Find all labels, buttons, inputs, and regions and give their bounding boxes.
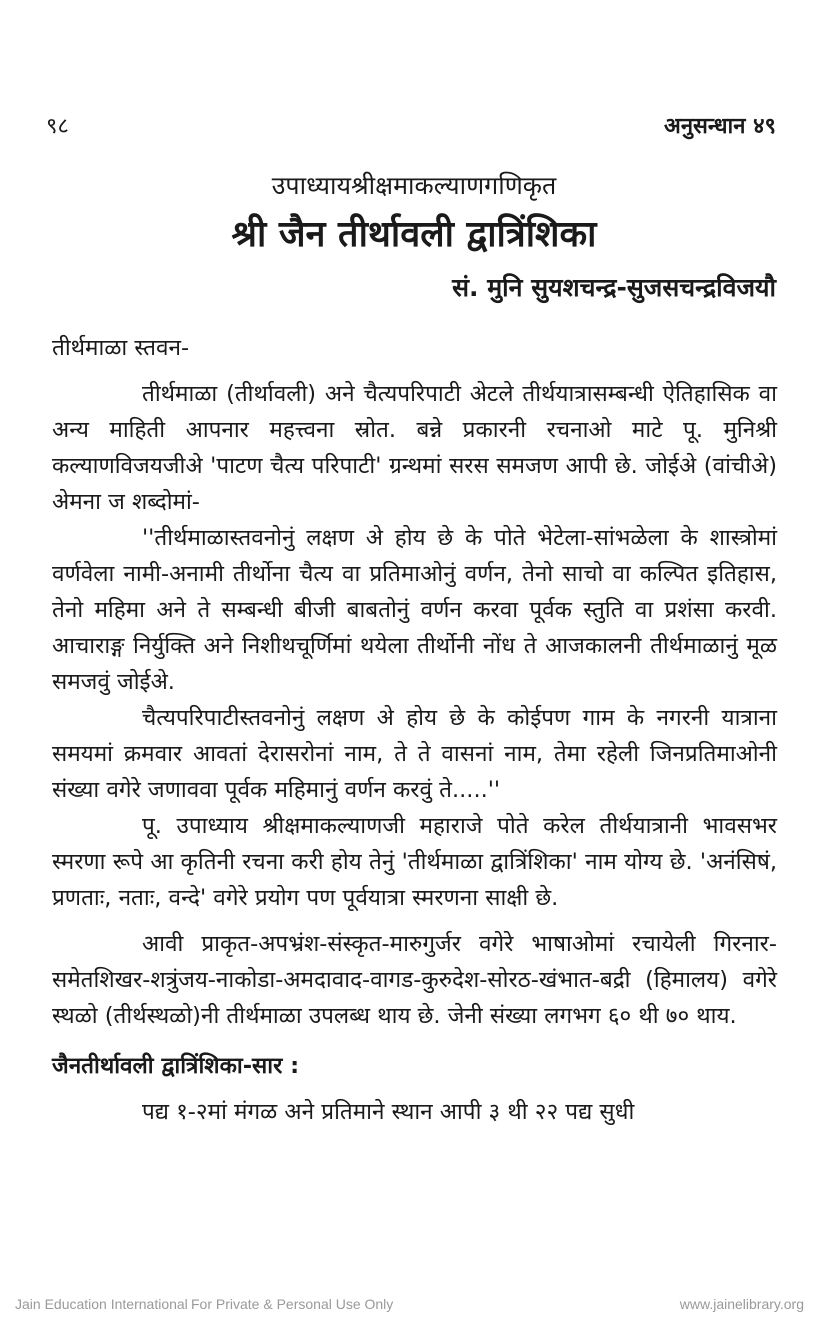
paragraph: आवी प्राकृत-अपभ्रंश-संस्कृत-मारुगुर्जर वगेरे भाषाओमां रचायेली गिरनार-समेतशिखर-शत्रुंजय-नाकोडा-अमदावाद-वागड-कुरुदेश-सोरठ-खंभात-बद्री (हिमालय) वगेरे स्थळो (तीर्थस्थळो)नी तीर्थमाळा उपलब्ध थाय छे. जेनी संख्या लगभग ६० थी ७० थाय. [52,931,777,1029]
footer-publisher: Jain Education International [15,1296,188,1312]
paragraph: पू. उपाध्याय श्रीक्षमाकल्याणजी महाराजे पोते करेल तीर्थयात्रानी भावसभर स्मरणा रूपे आ कृतिनी रचना करी होय तेनुं 'तीर्थमाळा द्वात्रिंशिका' नाम योग्य छे. 'अनंसिषं, प्रणताः, नताः, वन्दे' वगेरे प्रयोग पण पूर्वयात्रा स्मरणना साक्षी छे. [52,813,777,911]
body-text [52,330,777,1130]
quoted-paragraph: ''तीर्थमाळास्तवनोनुं लक्षण अे होय छे के पोते भेटेला-सांभळेला के शास्त्रोमां वर्णवेला नामी-अनामी तीर्थोना चैत्य वा प्रतिमाओनुं वर्णन, तेनो साचो वा कल्पित इतिहास, तेनो महिमा अने ते सम्बन्धी बीजी बाबतोनुं वर्णन करवा पूर्वक स्तुति वा प्रशंसा करवी. आचाराङ्ग निर्युक्ति अने निशीथचूर्णिमां थयेला तीर्थोनी नोंध ते आजकालनी तीर्थमाळानुं मूळ समजवुं जोईअे. [52,525,777,695]
paragraph: तीर्थमाळा (तीर्थावली) अने चैत्यपरिपाटी अेटले तीर्थयात्रासम्बन्धी ऐतिहासिक वा अन्य माहिती आपनार महत्त्वना स्रोत. बन्ने प्रकारनी रचनाओ माटे पू. मुनिश्री कल्याणविजयजीअे 'पाटण चैत्य परिपाटी' ग्रन्थमां सरस समजण आपी छे. जोईअे (वांचीअे) अेमना ज शब्दोमां- [52,381,777,515]
page-number: ९८ [46,114,69,139]
footer-website[interactable]: www.jainelibrary.org [679,1296,804,1312]
running-head: अनुसन्धान ४९ [664,114,776,139]
article-subtitle: उपाध्यायश्रीक्षमाकल्याणगणिकृत [271,171,557,200]
article-editors: सं. मुनि सुयशचन्द्र-सुजसचन्द्रविजयौ [452,273,776,302]
section-heading: जैनतीर्थावली द्वात्रिंशिका-सार : [52,1053,300,1079]
footer-usage: For Private & Personal Use Only [191,1296,394,1312]
article-title: श्री जैन तीर्थावली द्वात्रिंशिका [231,214,597,255]
quoted-paragraph: चैत्यपरिपाटीस्तवनोनुं लक्षण अे होय छे के कोईपण गाम के नगरनी यात्राना समयमां क्रमवार आवतां देरासरोनां नाम, ते ते वासनां नाम, तेमा रहेली जिनप्रतिमाओनी संख्या वगेरे जणाववा पूर्वक महिमानुं वर्णन करवुं ते.....'' [52,705,777,803]
section-label: तीर्थमाळा स्तवन- [52,335,190,361]
footer [0,1296,828,1320]
paragraph: पद्य १-२मां मंगळ अने प्रतिमाने स्थान आपी ३ थी २२ पद्य सुधी [142,1099,635,1125]
